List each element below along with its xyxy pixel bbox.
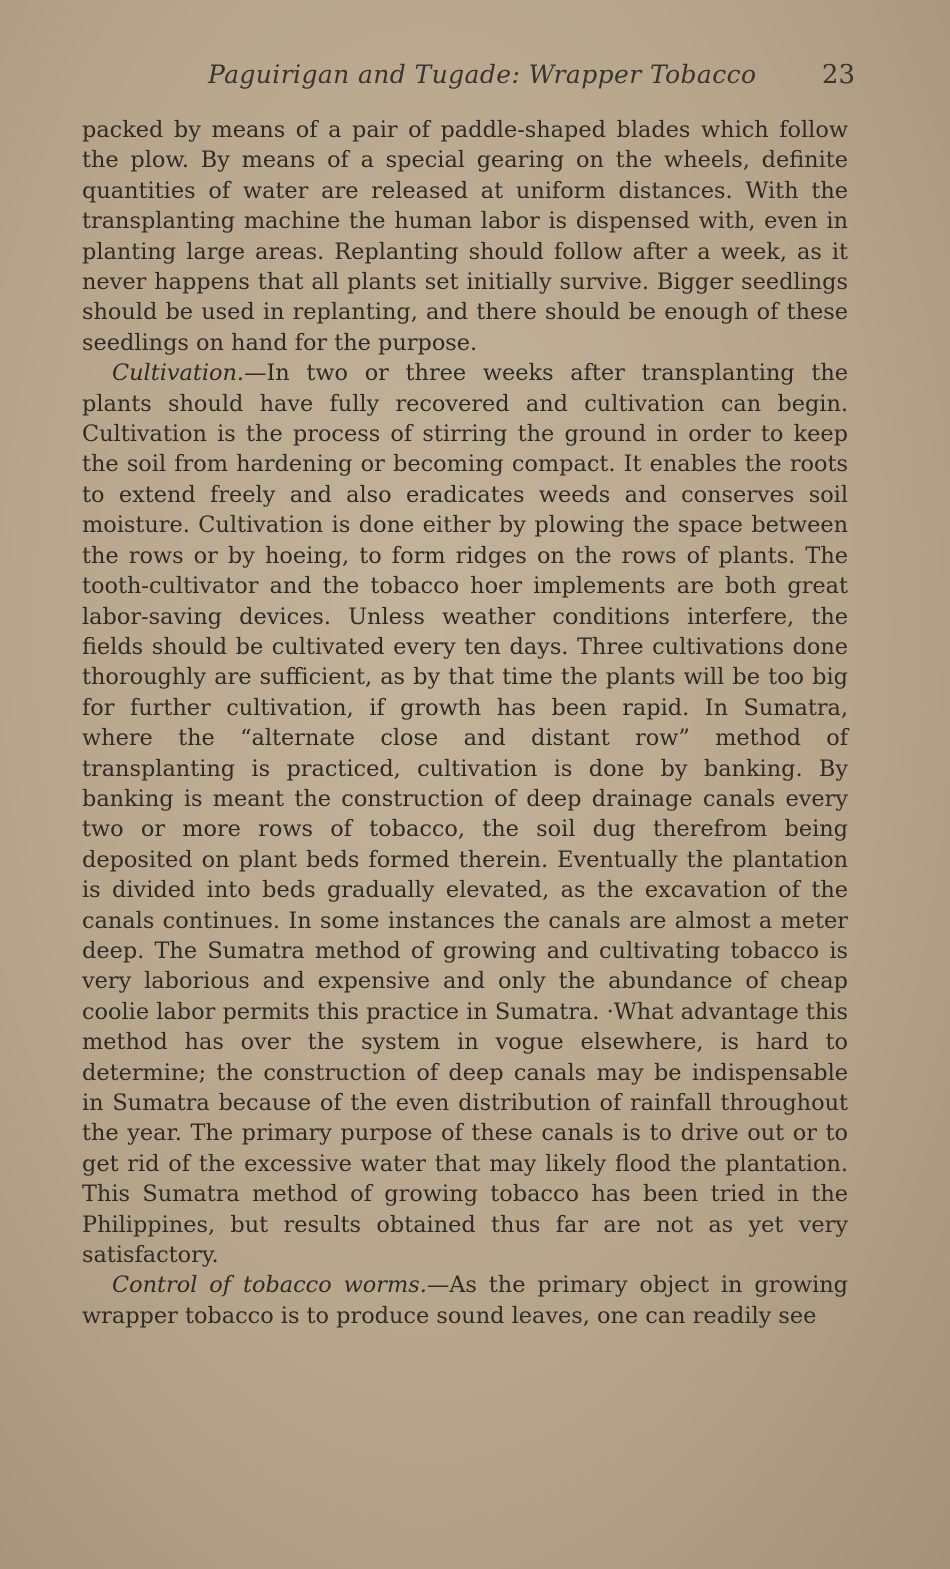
body-text [82,115,848,1331]
paragraph-cultivation [82,358,848,1270]
paragraph-transplanting [82,115,848,358]
page-number: 23 [821,60,855,90]
section-heading-cultivation: Cultivation. [112,360,245,387]
running-head [80,60,855,100]
paragraph-text: —As the primary object in growing wrapper tobacco is to produce sound leaves, one can readily see [82,1272,848,1329]
paragraph-text: packed by means of a pair of paddle-shaped blades which follow the plow. By means of a special gearing on the wheels, definite quantities of water are released at uniform distances. With the transplanting machine the human labor is dispensed with, even in planting large areas. Replanting should follow after a week, as it never happens that all plants set initially survive. Bigger seedlings should be used in replanting, and there should be enough of these seedlings on hand for the purpose. [82,117,848,356]
section-heading-tobacco-worms: Control of tobacco worms. [112,1272,427,1299]
paragraph-text: —In two or three weeks after transplanting the plants should have fully recovered and cultivation can begin. Cultivation is the process of stirring the ground in order to keep the soil from hardening or becoming compact. It enables the roots to extend freely and also eradicates weeds and conserves soil moisture. Cultivation is done either by plowing the space between the rows or by hoeing, to form ridges on the rows of plants. The tooth-cultivator and the tobacco hoer implements are both great labor-saving devices. Unless weather conditions interfere, the fields should be cultivated every ten days. Three cultivations done thoroughly are sufficient, as by that time the plants will be too big for further cultivation, if growth has been rapid. In Sumatra, where the “alternate close and distant row” method of transplanting is practiced, cultivation is done by banking. By banking is meant the construction of deep drainage canals every two or more rows of tobacco, the soil dug therefrom being deposited on plant beds formed therein. Eventually the plantation is divided into beds gradually elevated, as the excavation of the canals continues. In some instances the canals are almost a meter deep. The Sumatra method of growing and cultivating tobacco is very laborious and expensive and only the abundance of cheap coolie labor permits this practice in Sumatra. ·What advantage this method has over the system in vogue elsewhere, is hard to determine; the construction of deep canals may be indispensable in Sumatra because of the even distribution of rainfall throughout the year. The primary purpose of these canals is to drive out or to get rid of the excessive water that may likely flood the plantation. This Sumatra method of growing tobacco has been tried in the Philippines, but results obtained thus far are not as yet very satisfactory. [82,360,848,1269]
running-title: Paguirigan and Tugade: Wrapper Tobacco [208,60,757,89]
paragraph-tobacco-worms [82,1270,848,1331]
